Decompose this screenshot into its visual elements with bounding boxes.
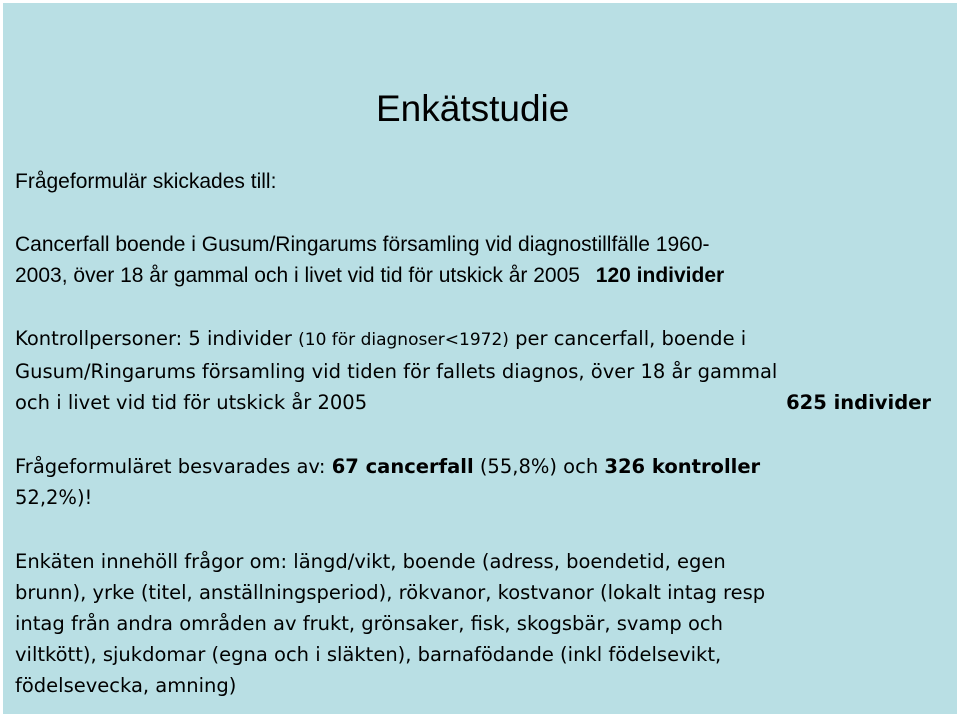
cases-paragraph: [15, 229, 935, 291]
survey-line-5: födelsevecka, amning): [15, 674, 237, 697]
intro-text: Frågeformulär skickades till:: [15, 170, 277, 193]
responses-paragraph: [15, 451, 760, 513]
responses-cases: 67 cancerfall: [331, 455, 474, 478]
survey-line-4: viltkött), sjukdomar (egna och i släkten), barnafödande (inkl födelsevikt,: [15, 643, 722, 666]
controls-line-1-c: per cancerfall, boende i: [508, 327, 747, 350]
survey-line-3: intag från andra områden av frukt, grönsaker, fisk, skogsbär, svamp och: [15, 612, 723, 635]
controls-line-1-note: (10 för diagnoser<1972): [298, 330, 509, 350]
responses-middle: (55,8%) och: [473, 455, 605, 478]
responses-line-1: [15, 451, 760, 482]
responses-controls: 326 kontroller: [604, 455, 761, 478]
controls-line-2: Gusum/Ringarums församling vid tiden för fallets diagnos, över 18 år gammal: [15, 360, 778, 383]
controls-line-3: [15, 387, 935, 418]
cases-line-2-text: 2003, över 18 år gammal och i livet vid tid för utskick år 2005: [15, 264, 580, 287]
survey-line-2: brunn), yrke (titel, anställningsperiod), rökvanor, kostvanor (lokalt intag resp: [15, 581, 766, 604]
slide: [3, 3, 957, 714]
controls-line-1: [15, 323, 935, 356]
responses-prefix: Frågeformuläret besvarades av:: [15, 455, 332, 478]
controls-line-3-text: och i livet vid tid för utskick år 2005: [15, 391, 368, 414]
slide-title: Enkätstudie: [376, 88, 570, 129]
cases-count: 120 individer: [595, 264, 725, 287]
controls-count: 625 individer: [786, 391, 931, 414]
controls-paragraph: [15, 323, 935, 418]
cases-line-2: [15, 260, 935, 291]
controls-line-1-a: Kontrollpersoner: 5 individer: [15, 327, 299, 350]
survey-line-1: Enkäten innehöll frågor om: längd/vikt, boende (adress, boendetid, egen: [15, 550, 726, 573]
responses-line-2: 52,2%)!: [15, 486, 93, 509]
survey-paragraph: [15, 546, 765, 701]
cases-line-1: Cancerfall boende i Gusum/Ringarums församling vid diagnostillfälle 1960-: [15, 233, 710, 256]
